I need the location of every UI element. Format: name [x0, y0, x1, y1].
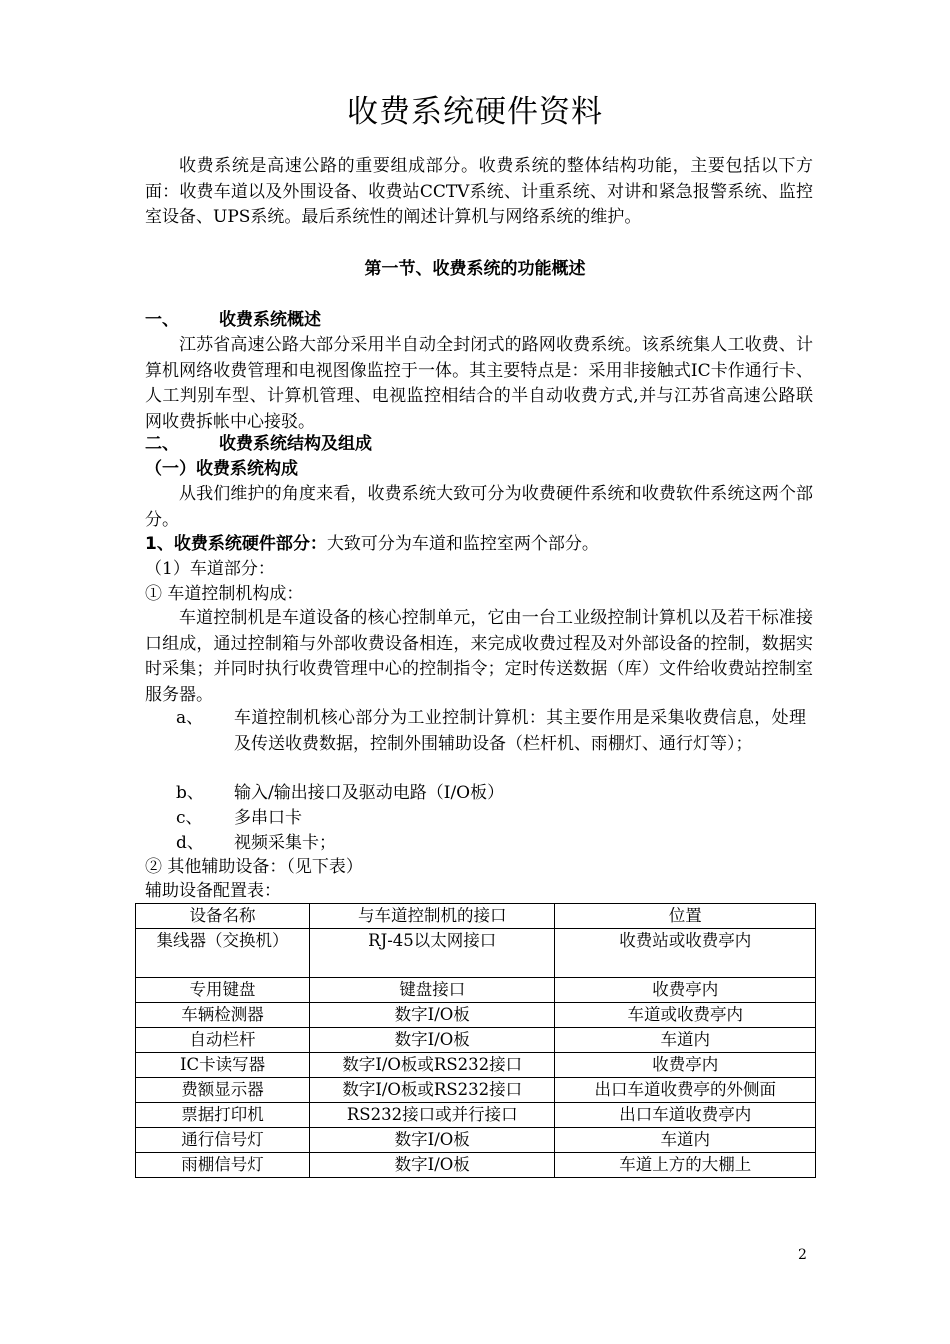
table-cell: 车道内	[555, 1028, 816, 1053]
table-cell: 数字I/O板或RS232接口	[310, 1078, 555, 1103]
hardware-label: 1、收费系统硬件部分：	[145, 534, 327, 554]
heading-2-number: 二、	[145, 434, 179, 454]
heading-1-text: 收费系统概述	[219, 310, 321, 330]
table-cell: 数字I/O板	[310, 1028, 555, 1053]
table-row	[136, 1053, 816, 1078]
table-cell: 收费站或收费亭内	[555, 929, 816, 978]
item-2-heading: ② 其他辅助设备：（见下表）	[145, 857, 363, 877]
table-cell: 数字I/O板	[310, 1128, 555, 1153]
table-cell: 票据打印机	[136, 1103, 310, 1128]
table-cell: 车辆检测器	[136, 1003, 310, 1028]
list-item-marker: c、	[176, 808, 203, 828]
table-row	[136, 1078, 816, 1103]
table-cell: RJ-45以太网接口	[310, 929, 555, 978]
section-title: 第一节、收费系统的功能概述	[364, 259, 586, 279]
table-cell: 专用键盘	[136, 978, 310, 1003]
table-row	[136, 929, 816, 978]
table-header-cell: 与车道控制机的接口	[310, 904, 555, 929]
structure-paragraph: 从我们维护的角度来看，收费系统大致可分为收费硬件系统和收费软件系统这两个部分。	[145, 484, 813, 530]
table-cell: IC卡读写器	[136, 1053, 310, 1078]
table-cell: 数字I/O板	[310, 1153, 555, 1178]
lane-part-heading: （1）车道部分：	[145, 559, 275, 579]
table-row	[136, 1028, 816, 1053]
table-cell: 键盘接口	[310, 978, 555, 1003]
table-cell: RS232接口或并行接口	[310, 1103, 555, 1128]
list-item-text: 车道控制机核心部分为工业控制计算机：其主要作用是采集收费信息，处理及传送收费数据，控制外围辅助设备（栏杆机、雨棚灯、通行灯等）；	[234, 708, 806, 754]
aux-equipment-table	[135, 903, 816, 1178]
table-row	[136, 978, 816, 1003]
table-cell: 数字I/O板	[310, 1003, 555, 1028]
table-cell: 雨棚信号灯	[136, 1153, 310, 1178]
table-cell: 通行信号灯	[136, 1128, 310, 1153]
table-header-cell: 位置	[555, 904, 816, 929]
overview-paragraph: 江苏省高速公路大部分采用半自动全封闭式的路网收费系统。该系统集人工收费、计算机网络收费管理和电视图像监控于一体。其主要特点是：采用非接触式IC卡作通行卡、人工判别车型、计算机管理、电视监控相结合的半自动收费方式,并与江苏省高速公路联网收费拆帐中心接驳。	[145, 335, 813, 432]
table-caption: 辅助设备配置表：	[145, 881, 281, 901]
table-header-row	[136, 904, 816, 929]
table-cell: 出口车道收费亭内	[555, 1103, 816, 1128]
table-row	[136, 1153, 816, 1178]
table-cell: 出口车道收费亭的外侧面	[555, 1078, 816, 1103]
heading-2-text: 收费系统结构及组成	[219, 434, 372, 454]
list-item-marker: b、	[176, 783, 204, 803]
table-row	[136, 1103, 816, 1128]
intro-paragraph: 收费系统是高速公路的重要组成部分。收费系统的整体结构功能，主要包括以下方面：收费车道以及外围设备、收费站CCTV系统、计重系统、对讲和紧急报警系统、监控室设备、UPS系统。最后系统性的阐述计算机与网络系统的维护。	[145, 156, 813, 227]
table-header-cell: 设备名称	[136, 904, 310, 929]
table-cell: 自动栏杆	[136, 1028, 310, 1053]
table-cell: 集线器（交换机）	[136, 929, 310, 978]
heading-3: （一）收费系统构成	[145, 459, 298, 479]
table-cell: 车道上方的大棚上	[555, 1153, 816, 1178]
heading-1-number: 一、	[145, 310, 179, 330]
list-item-marker: d、	[176, 833, 204, 853]
table-row	[136, 1003, 816, 1028]
list-item-text: 多串口卡	[234, 808, 302, 828]
hardware-line	[145, 532, 599, 558]
lane-controller-paragraph: 车道控制机是车道设备的核心控制单元，它由一台工业级控制计算机以及若干标准接口组成，通过控制箱与外部收费设备相连，来完成收费过程及对外部设备的控制，数据实时采集；并同时执行收费管理中心的控制指令；定时传送数据（库）文件给收费站控制室服务器。	[145, 608, 813, 705]
heading-2	[145, 432, 372, 458]
table-cell: 车道或收费亭内	[555, 1003, 816, 1028]
hardware-text: 大致可分为车道和监控室两个部分。	[326, 534, 599, 554]
page-number: 2	[798, 1247, 807, 1263]
list-item-text: 输入/输出接口及驱动电路（I/O板）	[234, 783, 505, 803]
table-cell: 费额显示器	[136, 1078, 310, 1103]
table-cell: 收费亭内	[555, 978, 816, 1003]
list-item-marker: a、	[176, 708, 204, 728]
heading-1	[145, 308, 321, 334]
table-cell: 数字I/O板或RS232接口	[310, 1053, 555, 1078]
table-cell: 收费亭内	[555, 1053, 816, 1078]
table-row	[136, 1128, 816, 1153]
table-cell: 车道内	[555, 1128, 816, 1153]
item-1-heading: ① 车道控制机构成：	[145, 584, 304, 604]
list-item-text: 视频采集卡；	[234, 833, 336, 853]
page-title: 收费系统硬件资料	[347, 94, 603, 130]
